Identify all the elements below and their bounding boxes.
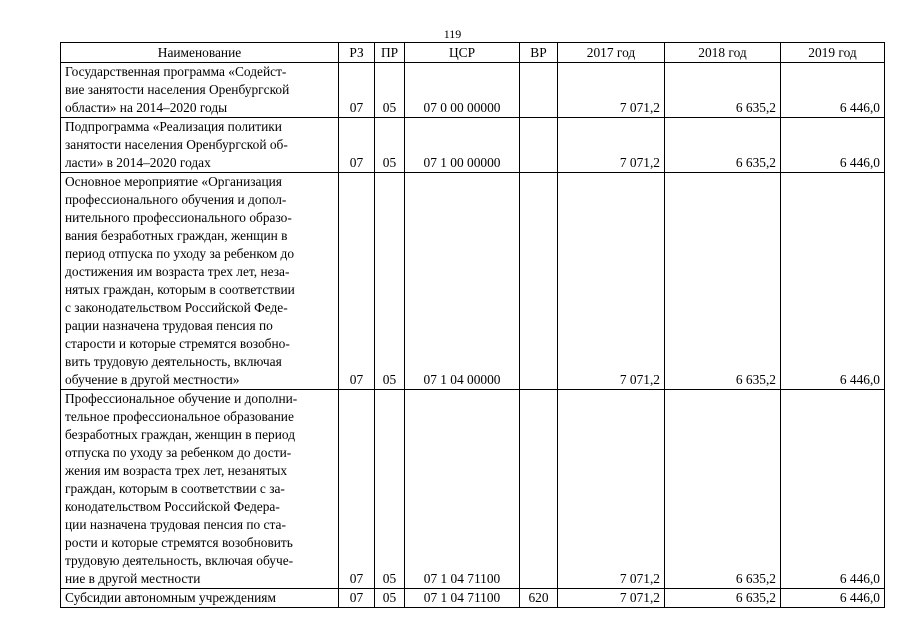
amount-2017-cell: 7 071,2 — [558, 173, 665, 390]
row-name-line: достижения им возраста трех лет, неза- — [65, 264, 290, 279]
amount-2018-cell: 6 635,2 — [665, 173, 781, 390]
row-name-line: обучение в другой местности» — [65, 372, 240, 387]
rz-cell: 07 — [339, 589, 375, 608]
row-name-line: Основное мероприятие «Организация — [65, 174, 282, 189]
row-name-cell — [61, 589, 339, 608]
table-row — [61, 589, 885, 608]
amount-2017-cell: 7 071,2 — [558, 63, 665, 118]
vr-cell — [520, 390, 558, 589]
vr-cell — [520, 63, 558, 118]
amount-2017-cell: 7 071,2 — [558, 589, 665, 608]
row-name-cell — [61, 63, 339, 118]
pr-cell: 05 — [375, 63, 405, 118]
row-name-line: вие занятости населения Оренбургской — [65, 82, 290, 97]
table-row — [61, 118, 885, 173]
budget-table — [60, 42, 885, 608]
row-name-cell — [61, 390, 339, 589]
row-name-line: жения им возраста трех лет, незанятых — [65, 463, 288, 478]
amount-2017-cell: 7 071,2 — [558, 390, 665, 589]
row-name-line: старости и которые стремятся возобно- — [65, 336, 290, 351]
rz-cell: 07 — [339, 173, 375, 390]
csr-cell: 07 1 00 00000 — [405, 118, 520, 173]
csr-cell: 07 0 00 00000 — [405, 63, 520, 118]
pr-cell: 05 — [375, 173, 405, 390]
rz-cell: 07 — [339, 390, 375, 589]
vr-cell: 620 — [520, 589, 558, 608]
amount-2018-cell: 6 635,2 — [665, 589, 781, 608]
row-name-line: ции назначена трудовая пенсия по ста- — [65, 517, 286, 532]
row-name-line: вить трудовую деятельность, включая — [65, 354, 282, 369]
col-header-name: Наименование — [61, 43, 339, 63]
row-name-line: граждан, которым в соответствии с за- — [65, 481, 285, 496]
row-name-cell — [61, 118, 339, 173]
rz-cell: 07 — [339, 118, 375, 173]
row-name-line: период отпуска по уходу за ребенком до — [65, 246, 295, 261]
table-row — [61, 63, 885, 118]
row-name-line: нятых граждан, которым в соответствии — [65, 282, 295, 297]
row-name-line: ласти» в 2014–2020 годах — [65, 155, 211, 170]
rz-cell: 07 — [339, 63, 375, 118]
amount-2019-cell: 6 446,0 — [781, 118, 885, 173]
pr-cell: 05 — [375, 589, 405, 608]
vr-cell — [520, 173, 558, 390]
pr-cell: 05 — [375, 390, 405, 589]
row-name-line: тельное профессиональное образование — [65, 409, 294, 424]
col-header-2017: 2017 год — [558, 43, 665, 63]
amount-2018-cell: 6 635,2 — [665, 390, 781, 589]
row-name-line: ние в другой местности — [65, 571, 201, 586]
row-name-line: нительного профессионального образо- — [65, 210, 292, 225]
row-name-line: занятости населения Оренбургской об- — [65, 137, 288, 152]
pr-cell: 05 — [375, 118, 405, 173]
row-name-line: конодательством Российской Федера- — [65, 499, 280, 514]
row-name-line: области» на 2014–2020 годы — [65, 100, 228, 115]
table-header-row — [61, 43, 885, 63]
col-header-2018: 2018 год — [665, 43, 781, 63]
row-name-line: с законодательством Российской Феде- — [65, 300, 288, 315]
col-header-2019: 2019 год — [781, 43, 885, 63]
row-name-line: Субсидии автономным учреждениям — [65, 590, 276, 605]
col-header-vr: ВР — [520, 43, 558, 63]
row-name-line: Подпрограмма «Реализация политики — [65, 119, 282, 134]
amount-2019-cell: 6 446,0 — [781, 63, 885, 118]
row-name-line: трудовую деятельность, включая обуче- — [65, 553, 294, 568]
col-header-csr: ЦСР — [405, 43, 520, 63]
csr-cell: 07 1 04 00000 — [405, 173, 520, 390]
table-row — [61, 173, 885, 390]
col-header-pr: ПР — [375, 43, 405, 63]
amount-2017-cell: 7 071,2 — [558, 118, 665, 173]
row-name-line: Профессиональное обучение и дополни- — [65, 391, 298, 406]
col-header-rz: РЗ — [339, 43, 375, 63]
amount-2019-cell: 6 446,0 — [781, 390, 885, 589]
row-name-line: безработных граждан, женщин в период — [65, 427, 296, 442]
table-row — [61, 390, 885, 589]
amount-2018-cell: 6 635,2 — [665, 118, 781, 173]
csr-cell: 07 1 04 71100 — [405, 390, 520, 589]
row-name-line: вания безработных граждан, женщин в — [65, 228, 288, 243]
csr-cell: 07 1 04 71100 — [405, 589, 520, 608]
amount-2019-cell: 6 446,0 — [781, 589, 885, 608]
row-name-line: отпуска по уходу за ребенком до дости- — [65, 445, 292, 460]
amount-2018-cell: 6 635,2 — [665, 63, 781, 118]
row-name-line: профессионального обучения и допол- — [65, 192, 287, 207]
row-name-line: рации назначена трудовая пенсия по — [65, 318, 273, 333]
page-number: 119 — [443, 27, 462, 41]
amount-2019-cell: 6 446,0 — [781, 173, 885, 390]
row-name-line: Государственная программа «Содейст- — [65, 64, 287, 79]
row-name-line: рости и которые стремятся возобновить — [65, 535, 293, 550]
row-name-cell — [61, 173, 339, 390]
vr-cell — [520, 118, 558, 173]
